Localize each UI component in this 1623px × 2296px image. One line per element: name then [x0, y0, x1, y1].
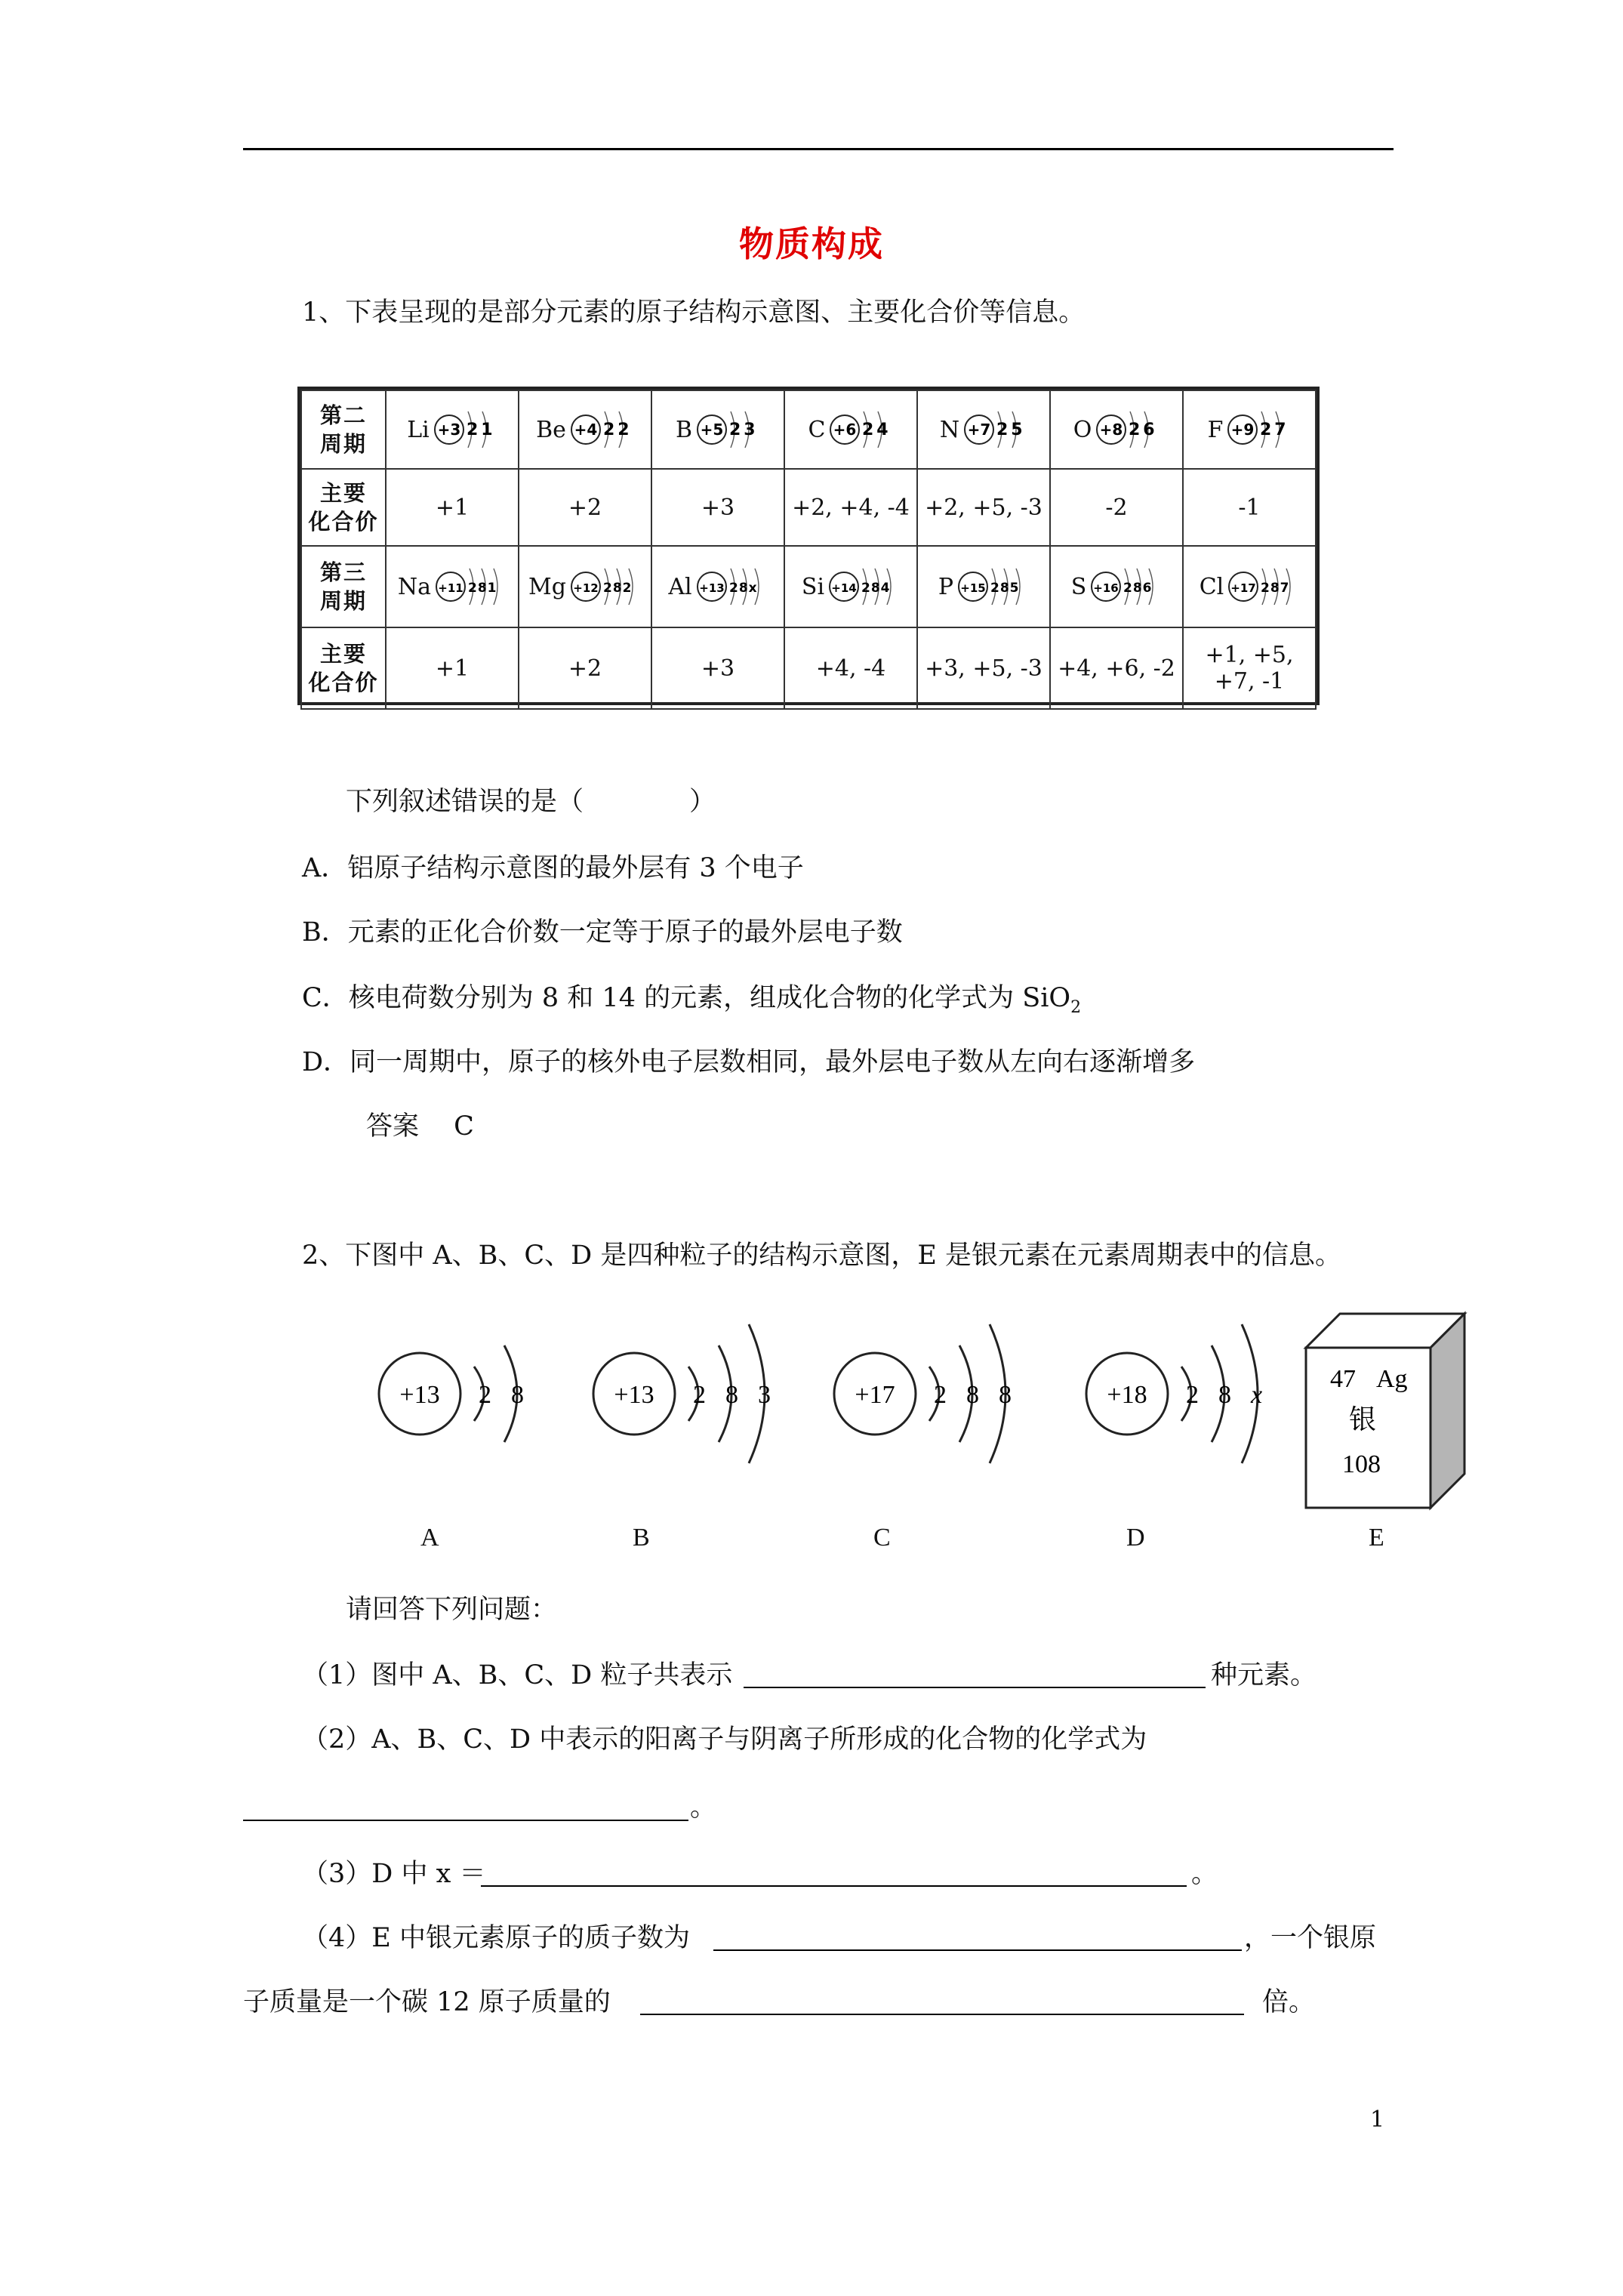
particle-structure-figure	[332, 1306, 1480, 1548]
period-3-valence-row	[301, 627, 1316, 709]
element-symbol: S	[1070, 573, 1087, 600]
period-2-header: 第二 周期	[301, 390, 386, 469]
shell-electron-count: 2	[934, 1381, 947, 1409]
particle-diagram-c	[834, 1324, 1012, 1463]
electron-shells: 27	[1260, 421, 1290, 439]
atom-diagram	[956, 564, 1029, 609]
silver-atomic-mass: 108	[1342, 1450, 1381, 1478]
atom-diagram	[433, 407, 497, 452]
shell-electron-count: 8	[511, 1381, 524, 1409]
option-b: B．元素的正化合价数一定等于原子的最外层电子数	[302, 917, 903, 948]
atom-diagram	[962, 407, 1027, 452]
shell-electron-count: 3	[758, 1381, 771, 1409]
q2-sub2-end: 。	[690, 1792, 717, 1823]
shell-electron-count: 8	[1218, 1381, 1231, 1409]
element-symbol: Be	[536, 416, 566, 443]
shell-electron-count: 2	[693, 1381, 706, 1409]
electron-shells: 285	[990, 581, 1020, 596]
valence-cell: +2	[519, 627, 651, 709]
period-2-row	[301, 390, 1316, 469]
nuclear-charge: +7	[967, 421, 991, 439]
nuclear-charge: +8	[1099, 421, 1123, 439]
valence-cell: -1	[1183, 469, 1316, 546]
electron-shells: 28x	[728, 581, 758, 596]
nuclear-charge: +17	[855, 1381, 895, 1409]
element-cell	[386, 390, 519, 469]
figure-label-a: A	[420, 1524, 439, 1552]
atom-diagram	[1226, 407, 1291, 452]
silver-atomic-number: 47	[1330, 1365, 1356, 1393]
particle-diagram-a	[379, 1345, 524, 1442]
answer-blank-1[interactable]	[744, 1687, 1206, 1688]
q2-sub2-text: （2）A、B、C、D 中表示的阳离子与阴离子所形成的化合物的化学式为	[302, 1724, 1147, 1755]
valence-cell: +4, +6, -2	[1050, 627, 1183, 709]
nuclear-charge: +13	[614, 1381, 654, 1409]
q2-instruction: 请回答下列问题：	[346, 1595, 558, 1625]
element-cell	[651, 546, 784, 627]
valence-cell: +2	[519, 469, 651, 546]
element-cell	[917, 390, 1050, 469]
electron-shells: 281	[468, 581, 497, 596]
nuclear-charge: +9	[1231, 421, 1255, 439]
nuclear-charge: +15	[960, 581, 986, 595]
electron-shells: 26	[1129, 421, 1158, 439]
valence-cell: -2	[1050, 469, 1183, 546]
element-cell	[784, 546, 917, 627]
electron-shells: 287	[1261, 581, 1290, 596]
nuclear-charge: +13	[698, 581, 725, 595]
element-symbol: F	[1207, 416, 1224, 443]
atom-diagram	[434, 564, 507, 609]
element-cell	[1183, 390, 1316, 469]
q2-prompt: 2、下图中 A、B、C、D 是四种粒子的结构示意图，E 是银元素在元素周期表中的信息。	[302, 1240, 1342, 1271]
nuclear-charge: +12	[573, 581, 599, 595]
option-d: D．同一周期中，原子的核外电子层数相同，最外层电子数从左向右逐渐增多	[302, 1047, 1196, 1077]
shell-electron-count: 8	[725, 1381, 738, 1409]
atom-diagram	[695, 407, 760, 452]
element-symbol: Mg	[528, 573, 566, 600]
valence-cell: +2, +5, -3	[917, 469, 1050, 546]
silver-element-box	[1306, 1314, 1464, 1508]
valence-cell: +4, -4	[784, 627, 917, 709]
q2-sub1-suffix: 种元素。	[1211, 1660, 1317, 1690]
shell-electron-count: x	[1251, 1381, 1263, 1409]
answer-blank-4[interactable]	[713, 1949, 1242, 1951]
element-cell	[1050, 390, 1183, 469]
q2-sub4b-text: 子质量是一个碳 12 原子质量的	[243, 1987, 611, 2017]
figure-label-b: B	[633, 1524, 650, 1552]
element-symbol: P	[938, 573, 954, 600]
electron-shells: 22	[602, 421, 633, 439]
electron-shells: 286	[1123, 581, 1153, 596]
electron-shells: 23	[729, 421, 759, 439]
atom-diagram	[1095, 407, 1160, 452]
element-symbol: Li	[407, 416, 430, 443]
valence-cell: +1	[386, 469, 519, 546]
page-title: 物质构成	[739, 223, 884, 264]
electron-shells: 21	[466, 421, 496, 439]
valence-cell: +3, +5, -3	[917, 627, 1050, 709]
valence-header: 主要 化合价	[301, 627, 386, 709]
valence-cell: +3	[651, 627, 784, 709]
valence-line: +7, -1	[1214, 668, 1285, 695]
element-cell	[1050, 546, 1183, 627]
shell-electron-count: 2	[1186, 1381, 1199, 1409]
figure-label-e: E	[1369, 1524, 1384, 1552]
page-number: 1	[1370, 2106, 1385, 2133]
atom-diagram	[569, 564, 642, 609]
option-c: C．核电荷数分别为 8 和 14 的元素，组成化合物的化学式为 SiO$_2$	[302, 983, 1082, 1017]
q2-sub4b-suffix: 倍。	[1262, 1987, 1316, 2017]
nuclear-charge: +4	[574, 421, 598, 439]
shell-electron-count: 8	[999, 1381, 1012, 1409]
q1-question: 下列叙述错误的是（ ）	[346, 787, 716, 817]
element-symbol: Al	[668, 573, 692, 600]
element-cell	[917, 546, 1050, 627]
nuclear-charge: +6	[833, 421, 857, 439]
nuclear-charge: +5	[700, 421, 724, 439]
figure-label-c: C	[873, 1524, 891, 1552]
silver-symbol: Ag	[1376, 1365, 1408, 1393]
element-symbol: Cl	[1199, 573, 1224, 600]
electron-shells: 24	[862, 421, 892, 439]
atom-diagram	[569, 407, 634, 452]
q1-answer: 答案 C	[366, 1111, 474, 1142]
nuclear-charge: +3	[437, 421, 461, 439]
particle-diagram-d	[1086, 1324, 1262, 1463]
electron-shells: 25	[996, 421, 1026, 439]
answer-blank-2[interactable]	[243, 1820, 688, 1821]
period-3-header: 第三 周期	[301, 546, 386, 627]
element-cell	[519, 546, 651, 627]
valence-header: 主要 化合价	[301, 469, 386, 546]
valence-cell: +1	[386, 627, 519, 709]
nuclear-charge: +17	[1230, 581, 1257, 595]
nuclear-charge: +14	[831, 581, 857, 595]
atom-diagram	[828, 407, 893, 452]
atom-diagram	[1227, 564, 1299, 609]
nuclear-charge: +13	[399, 1381, 440, 1409]
atom-diagram	[695, 564, 768, 609]
q2-sub3-suffix: 。	[1191, 1859, 1218, 1889]
atom-diagram	[1089, 564, 1162, 609]
element-cell	[784, 390, 917, 469]
element-symbol: O	[1073, 416, 1092, 443]
figure-label-d: D	[1126, 1524, 1145, 1552]
element-symbol: C	[808, 416, 826, 443]
element-cell	[651, 390, 784, 469]
element-info-table	[297, 387, 1320, 705]
q1-prompt: 1、下表呈现的是部分元素的原子结构示意图、主要化合价等信息。	[302, 297, 1086, 328]
shell-electron-count: 2	[479, 1381, 491, 1409]
q2-sub1-text: （1）图中 A、B、C、D 粒子共表示	[302, 1660, 733, 1690]
q2-sub4-suffix: ，一个银原	[1244, 1923, 1377, 1953]
valence-cell	[1183, 627, 1316, 709]
electron-shells: 282	[602, 581, 633, 596]
electron-shells: 284	[861, 581, 891, 596]
element-cell	[1183, 546, 1316, 627]
answer-blank-3[interactable]	[481, 1885, 1187, 1887]
q2-sub4-text: （4）E 中银元素原子的质子数为	[302, 1923, 690, 1953]
nuclear-charge: +16	[1093, 581, 1119, 595]
shell-electron-count: 8	[966, 1381, 979, 1409]
period-3-row	[301, 546, 1316, 627]
valence-cell: +3	[651, 469, 784, 546]
option-a: A．铝原子结构示意图的最外层有 3 个电子	[302, 853, 804, 883]
element-cell	[386, 546, 519, 627]
answer-blank-5[interactable]	[640, 2014, 1244, 2015]
nuclear-charge: +11	[438, 581, 463, 595]
atom-diagram	[827, 564, 900, 609]
silver-name: 银	[1349, 1404, 1377, 1435]
valence-line: +1, +5,	[1205, 642, 1294, 668]
element-symbol: B	[675, 416, 693, 443]
particle-diagram-b	[593, 1324, 771, 1463]
element-symbol: Na	[397, 573, 432, 600]
period-2-valence-row	[301, 469, 1316, 546]
element-symbol: Si	[801, 573, 825, 600]
nuclear-charge: +18	[1107, 1381, 1147, 1409]
header-rule	[243, 148, 1394, 150]
element-cell	[519, 390, 651, 469]
q2-sub3-text: （3）D 中 x ＝	[302, 1859, 486, 1889]
valence-cell: +2, +4, -4	[784, 469, 917, 546]
element-symbol: N	[939, 416, 960, 443]
